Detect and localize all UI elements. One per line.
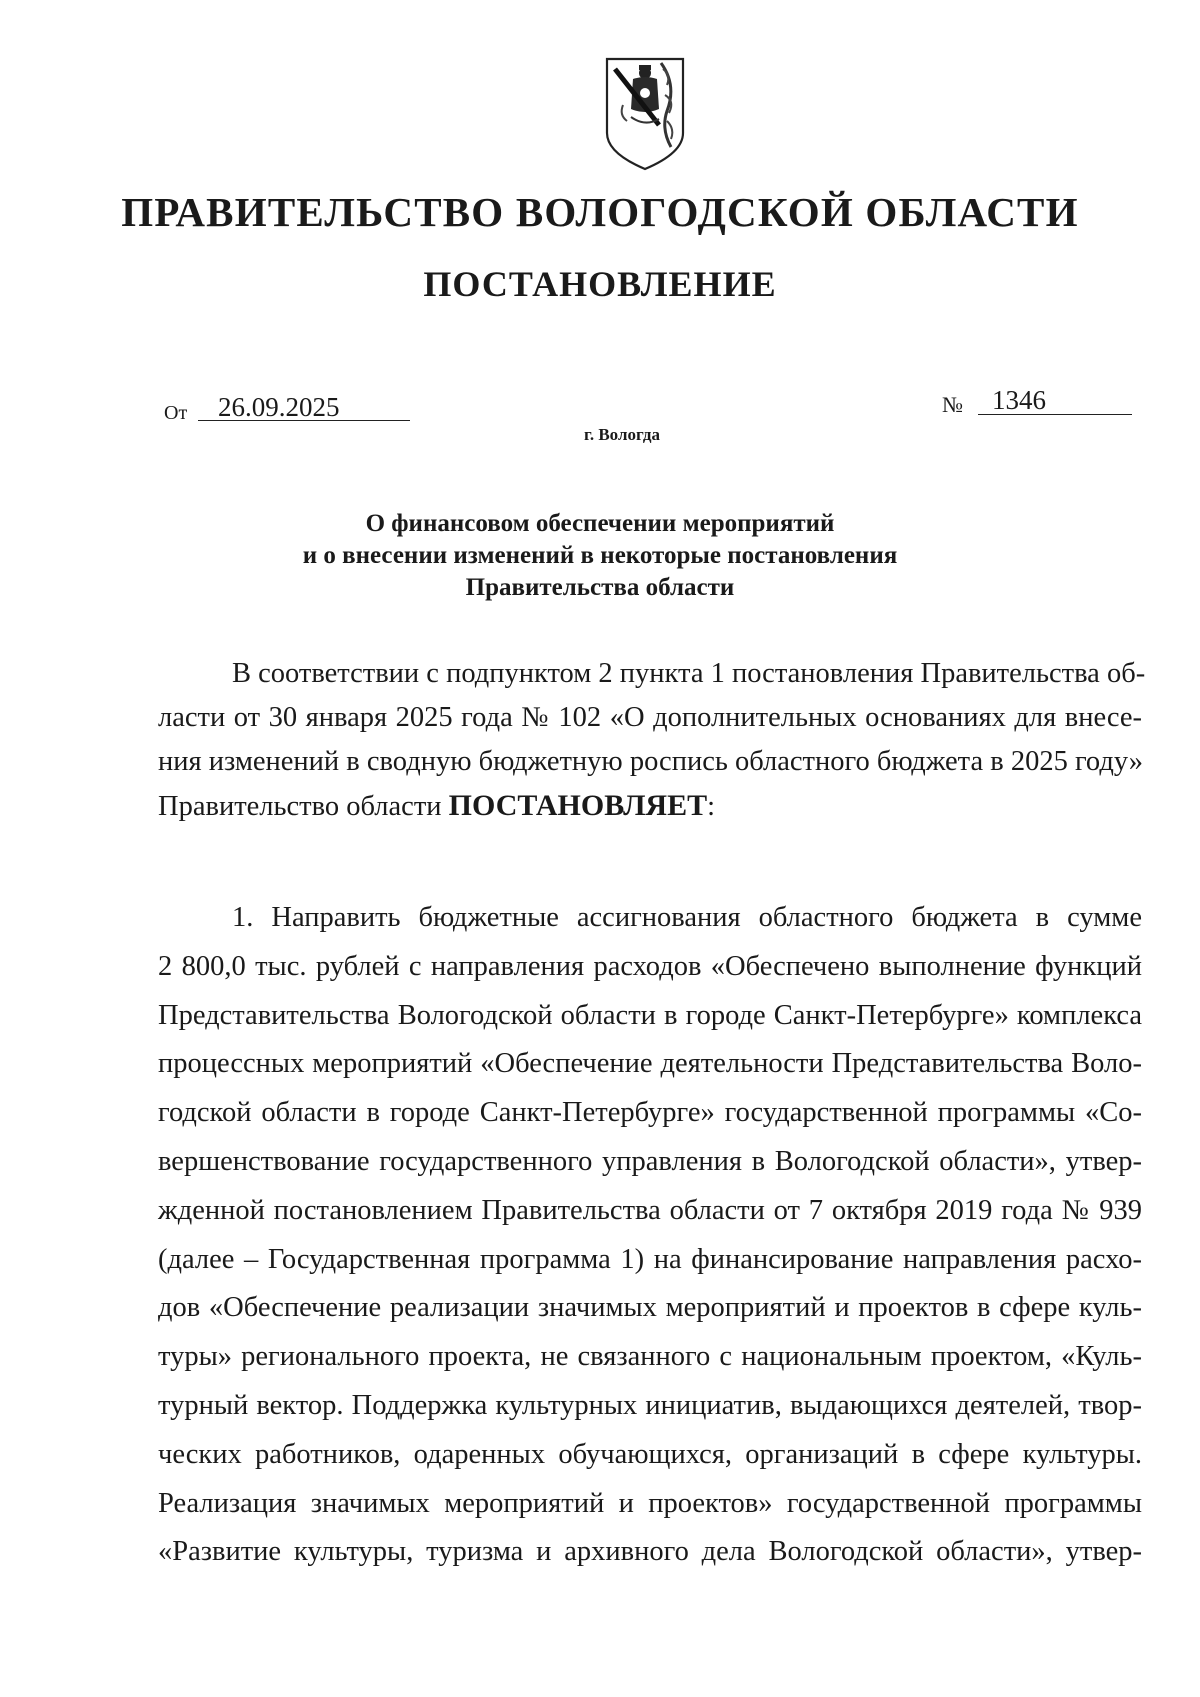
- clause-line: Реализация значимых мероприятий и проектов» государственной программы: [158, 1487, 1142, 1519]
- subject-line: О финансовом обеспечении мероприятий: [365, 510, 835, 537]
- subject-line: и о внесении изменений в некоторые постановления: [302, 542, 898, 569]
- preamble-closing-line: [158, 784, 1142, 829]
- clause-line: дов «Обеспечение реализации значимых мероприятий и проектов в сфере куль-: [158, 1292, 1142, 1324]
- preamble-line: ния изменений в сводную бюджетную роспись областного бюджета в 2025 году»: [158, 746, 1144, 777]
- document-type: ПОСТАНОВЛЕНИЕ: [423, 264, 777, 304]
- clause-line: вершенствование государственного управления в Вологодской области», утвер-: [158, 1145, 1142, 1177]
- clause-line: жденной постановлением Правительства области от 7 октября 2019 года № 939: [158, 1194, 1142, 1226]
- subject-line: Правительства области: [465, 574, 735, 601]
- preamble-paragraph: [158, 652, 1146, 829]
- preamble-line: В соответствии с подпунктом 2 пункта 1 постановления Правительства об-: [232, 658, 1146, 689]
- vologda-coat-of-arms-icon: [601, 55, 689, 173]
- document-number: 1346: [992, 385, 1046, 415]
- decree-word: ПОСТАНОВЛЯЕТ: [448, 789, 708, 822]
- decree-suffix: :: [707, 791, 716, 822]
- city: г. Вологда: [584, 425, 660, 444]
- government-title: ПРАВИТЕЛЬСТВО ВОЛОГОДСКОЙ ОБЛАСТИ: [121, 189, 1079, 235]
- clause-line: 2 800,0 тыс. рублей с направления расходов «Обеспечено выполнение функций: [158, 950, 1142, 982]
- clause-line: турный вектор. Поддержка культурных инициатив, выдающихся деятелей, твор-: [158, 1389, 1142, 1421]
- clause-line: туры» регионального проекта, не связанного с национальным проектом, «Куль-: [158, 1341, 1142, 1373]
- document-date: 26.09.2025: [218, 392, 340, 422]
- date-underline: [198, 420, 410, 421]
- clause-line: процессных мероприятий «Обеспечение деятельности Представительства Воло-: [158, 1048, 1142, 1080]
- preamble-line: ласти от 30 января 2025 года № 102 «О дополнительных основаниях для внесе-: [158, 702, 1142, 733]
- number-underline: [978, 414, 1132, 415]
- clause-line: «Развитие культуры, туризма и архивного дела Вологодской области», утвер-: [158, 1536, 1142, 1568]
- date-label: От: [164, 402, 188, 424]
- preamble-line: Правительство области: [158, 791, 442, 822]
- clause-line: ческих работников, одаренных обучающихся, организаций в сфере культуры.: [158, 1438, 1142, 1470]
- clause-line: 1. Направить бюджетные ассигнования областного бюджета в сумме: [232, 902, 1142, 933]
- number-label: №: [942, 392, 963, 417]
- clause-line: (далее – Государственная программа 1) на финансирование направления расхо-: [158, 1243, 1142, 1275]
- clause-line: Представительства Вологодской области в городе Санкт-Петербурге» комплекса: [158, 999, 1142, 1031]
- clause-line: годской области в городе Санкт-Петербурге» государственной программы «Со-: [158, 1097, 1142, 1129]
- document-subject: [0, 508, 1200, 604]
- clause-1-paragraph: [158, 894, 1142, 1577]
